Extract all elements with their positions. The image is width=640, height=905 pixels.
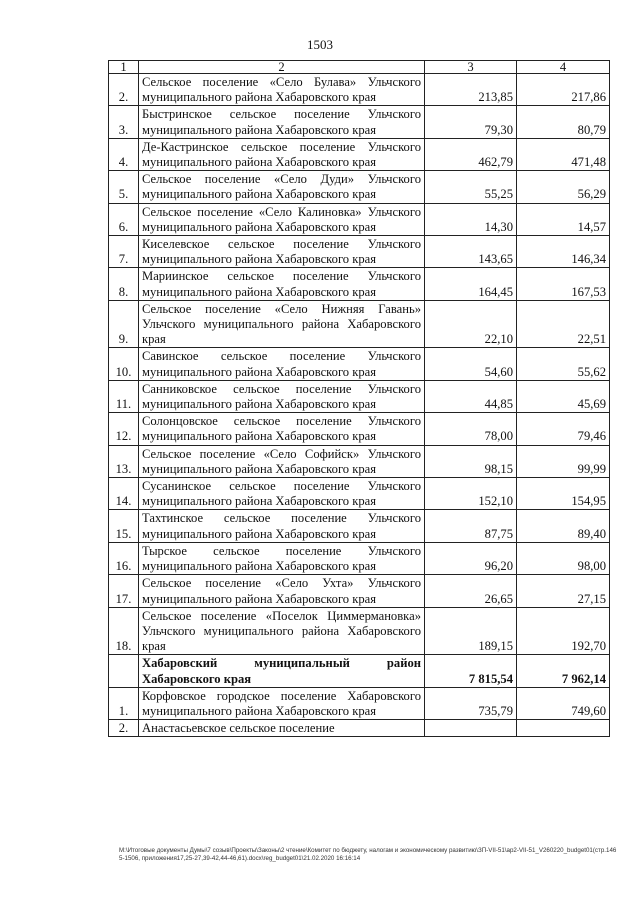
value-col-3: 164,45 — [425, 268, 517, 300]
table-row — [109, 445, 610, 477]
settlement-name: Савинское сельское поселение Ульчского муниципального района Хабаровского края — [139, 348, 425, 380]
value-col-3: 189,15 — [425, 607, 517, 655]
table-row — [109, 348, 610, 380]
value-col-4: 98,00 — [517, 542, 610, 574]
table-row — [109, 74, 610, 106]
value-col-3: 22,10 — [425, 300, 517, 348]
value-col-4: 89,40 — [517, 510, 610, 542]
row-number: 3. — [109, 106, 139, 138]
row-number: 13. — [109, 445, 139, 477]
column-header-1: 1 — [109, 61, 139, 74]
settlement-name: Сельское поселение «Поселок Циммермановка» Ульчского муниципального района Хабаровского края — [139, 607, 425, 655]
value-col-3: 462,79 — [425, 138, 517, 170]
settlement-name: Корфовское городское поселение Хабаровского муниципального района Хабаровского края — [139, 687, 425, 719]
value-col-3: 55,25 — [425, 171, 517, 203]
value-col-4: 154,95 — [517, 478, 610, 510]
value-col-3: 7 815,54 — [425, 655, 517, 687]
value-col-3: 44,85 — [425, 380, 517, 412]
row-number: 2. — [109, 720, 139, 737]
value-col-4: 22,51 — [517, 300, 610, 348]
value-col-4: 471,48 — [517, 138, 610, 170]
page-number: 1503 — [307, 37, 333, 52]
column-header-3: 3 — [425, 61, 517, 74]
value-col-3: 213,85 — [425, 74, 517, 106]
settlement-name: Солонцовское сельское поселение Ульчского муниципального района Хабаровского края — [139, 413, 425, 445]
value-col-4: 79,46 — [517, 413, 610, 445]
column-header-4: 4 — [517, 61, 610, 74]
settlement-name: Сусанинское сельское поселение Ульчского муниципального района Хабаровского края — [139, 478, 425, 510]
table-row — [109, 171, 610, 203]
value-col-4: 167,53 — [517, 268, 610, 300]
settlement-name: Мариинское сельское поселение Ульчского муниципального района Хабаровского края — [139, 268, 425, 300]
value-col-4: 14,57 — [517, 203, 610, 235]
value-col-3: 87,75 — [425, 510, 517, 542]
table-row — [109, 413, 610, 445]
table-row — [109, 687, 610, 719]
value-col-4: 45,69 — [517, 380, 610, 412]
row-number: 11. — [109, 380, 139, 412]
value-col-3 — [425, 720, 517, 737]
table-row — [109, 510, 610, 542]
value-col-3: 96,20 — [425, 542, 517, 574]
row-number: 10. — [109, 348, 139, 380]
settlement-name: Хабаровский муниципальный район Хабаровского края — [139, 655, 425, 687]
settlement-name: Сельское поселение «Село Булава» Ульчского муниципального района Хабаровского края — [139, 74, 425, 106]
row-number: 2. — [109, 74, 139, 106]
settlement-name: Киселевское сельское поселение Ульчского муниципального района Хабаровского края — [139, 236, 425, 268]
settlement-name: Тахтинское сельское поселение Ульчского муниципального района Хабаровского края — [139, 510, 425, 542]
budget-table — [108, 60, 610, 737]
settlement-name: Сельское поселение «Село Софийск» Ульчского муниципального района Хабаровского края — [139, 445, 425, 477]
row-number — [109, 655, 139, 687]
table-row — [109, 106, 610, 138]
table-row — [109, 380, 610, 412]
row-number: 4. — [109, 138, 139, 170]
table-row — [109, 575, 610, 607]
value-col-4: 56,29 — [517, 171, 610, 203]
row-number: 16. — [109, 542, 139, 574]
table-row — [109, 607, 610, 655]
value-col-3: 14,30 — [425, 203, 517, 235]
value-col-4: 217,86 — [517, 74, 610, 106]
table-body — [109, 61, 610, 737]
table-row — [109, 720, 610, 737]
value-col-4: 55,62 — [517, 348, 610, 380]
value-col-3: 26,65 — [425, 575, 517, 607]
value-col-3: 54,60 — [425, 348, 517, 380]
value-col-4: 146,34 — [517, 236, 610, 268]
settlement-name: Сельское поселение «Село Дуди» Ульчского муниципального района Хабаровского края — [139, 171, 425, 203]
value-col-3: 79,30 — [425, 106, 517, 138]
settlement-name: Быстринское сельское поселение Ульчского муниципального района Хабаровского края — [139, 106, 425, 138]
table-header-row — [109, 61, 610, 74]
value-col-3: 143,65 — [425, 236, 517, 268]
value-col-3: 78,00 — [425, 413, 517, 445]
row-number: 12. — [109, 413, 139, 445]
value-col-4: 7 962,14 — [517, 655, 610, 687]
row-number: 7. — [109, 236, 139, 268]
settlement-name: Де-Кастринское сельское поселение Ульчского муниципального района Хабаровского края — [139, 138, 425, 170]
settlement-name: Сельское поселение «Село Ухта» Ульчского муниципального района Хабаровского края — [139, 575, 425, 607]
row-number: 15. — [109, 510, 139, 542]
table-row — [109, 138, 610, 170]
value-col-3: 152,10 — [425, 478, 517, 510]
column-header-2: 2 — [139, 61, 425, 74]
settlement-name: Сельское поселение «Село Калиновка» Ульчского муниципального района Хабаровского края — [139, 203, 425, 235]
settlement-name: Сельское поселение «Село Нижняя Гавань» Ульчского муниципального района Хабаровского края — [139, 300, 425, 348]
table-row — [109, 268, 610, 300]
row-number: 8. — [109, 268, 139, 300]
value-col-3: 98,15 — [425, 445, 517, 477]
table-row — [109, 300, 610, 348]
table-row — [109, 236, 610, 268]
value-col-4: 80,79 — [517, 106, 610, 138]
row-number: 17. — [109, 575, 139, 607]
row-number: 1. — [109, 687, 139, 719]
row-number: 5. — [109, 171, 139, 203]
table-row — [109, 478, 610, 510]
document-path-footer: M:\Итоговые документы Думы\7 созыв\Проекты\Законы\2 чтение\Комитет по бюджету, налогам и экономическому развитию\ЗП-VII-51\ap2-VII-51_V260220_budget01(стр.1465-1506, приложения17,25-27,39-42,44-46,61).docx\reg_budget01\21.02.2020 16:16:14 — [119, 847, 617, 862]
value-col-4: 749,60 — [517, 687, 610, 719]
row-number: 9. — [109, 300, 139, 348]
settlement-name: Анастасьевское сельское поселение — [139, 720, 425, 737]
settlement-name: Тырское сельское поселение Ульчского муниципального района Хабаровского края — [139, 542, 425, 574]
settlement-name: Санниковское сельское поселение Ульчского муниципального района Хабаровского края — [139, 380, 425, 412]
value-col-3: 735,79 — [425, 687, 517, 719]
row-number: 18. — [109, 607, 139, 655]
value-col-4: 27,15 — [517, 575, 610, 607]
row-number: 6. — [109, 203, 139, 235]
district-total-row — [109, 655, 610, 687]
table-row — [109, 542, 610, 574]
value-col-4 — [517, 720, 610, 737]
table-row — [109, 203, 610, 235]
value-col-4: 192,70 — [517, 607, 610, 655]
value-col-4: 99,99 — [517, 445, 610, 477]
row-number: 14. — [109, 478, 139, 510]
